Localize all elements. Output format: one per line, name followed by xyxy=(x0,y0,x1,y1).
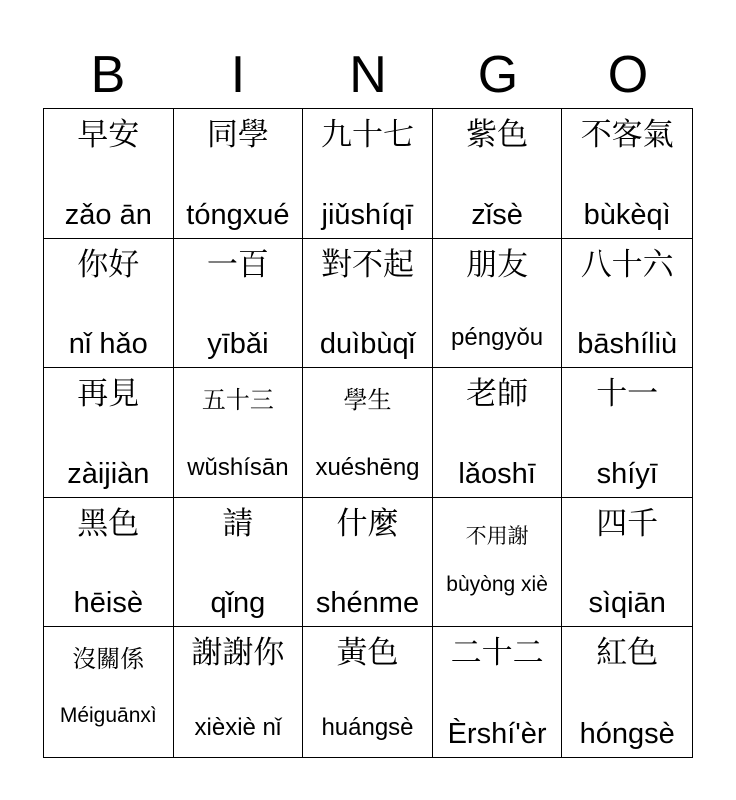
cell-pinyin: Méiguānxì xyxy=(59,704,157,727)
cell-hanzi: 九十七 xyxy=(320,117,414,153)
cell-pinyin: duìbùqǐ xyxy=(319,328,416,361)
cell-hanzi: 黃色 xyxy=(336,635,399,672)
bingo-cell[interactable] xyxy=(562,368,692,498)
header-letter-g: G xyxy=(477,46,519,104)
cell-pinyin: hēisè xyxy=(73,587,143,620)
cell-pinyin: zǐsè xyxy=(471,198,523,231)
cell-hanzi: 老師 xyxy=(466,376,529,413)
bingo-cell[interactable] xyxy=(562,109,692,239)
header-letter-n: N xyxy=(349,46,387,104)
bingo-cell[interactable] xyxy=(433,109,563,239)
cell-pinyin: huángsè xyxy=(321,714,414,741)
cell-pinyin: zàijiàn xyxy=(67,457,150,490)
cell-hanzi: 八十六 xyxy=(580,246,674,283)
cell-hanzi: 早安 xyxy=(77,117,140,153)
cell-hanzi: 什麼 xyxy=(336,505,399,542)
bingo-cell[interactable] xyxy=(44,109,174,239)
bingo-cell[interactable] xyxy=(303,368,433,498)
cell-hanzi: 一百 xyxy=(206,246,269,283)
bingo-cell[interactable] xyxy=(44,239,174,369)
bingo-header xyxy=(43,42,693,108)
cell-pinyin: xuéshēng xyxy=(315,453,420,481)
cell-pinyin: zǎo ān xyxy=(64,198,152,231)
cell-pinyin: xièxiè nǐ xyxy=(194,714,282,741)
header-letter-o: O xyxy=(607,46,649,104)
cell-hanzi: 黑色 xyxy=(77,505,140,542)
bingo-cell[interactable] xyxy=(562,239,692,369)
cell-pinyin: shénme xyxy=(315,587,420,620)
cell-hanzi: 沒關係 xyxy=(72,645,145,674)
cell-pinyin: sìqiān xyxy=(588,587,666,620)
bingo-board xyxy=(43,108,693,758)
cell-hanzi: 同學 xyxy=(206,117,269,153)
bingo-cell[interactable] xyxy=(433,498,563,628)
cell-hanzi: 再見 xyxy=(77,376,140,413)
bingo-cell[interactable] xyxy=(174,239,304,369)
cell-pinyin: bùkèqì xyxy=(583,198,671,231)
cell-hanzi: 對不起 xyxy=(320,246,414,283)
cell-pinyin: bùyòng xiè xyxy=(446,573,548,597)
cell-hanzi: 十一 xyxy=(596,376,659,413)
cell-hanzi: 不客氣 xyxy=(580,117,674,153)
bingo-cell[interactable] xyxy=(562,627,692,757)
cell-pinyin: yībǎi xyxy=(207,328,269,361)
bingo-cell[interactable] xyxy=(174,627,304,757)
cell-pinyin: Èrshí'èr xyxy=(447,718,547,750)
bingo-cell[interactable] xyxy=(174,368,304,498)
cell-pinyin: bāshíliù xyxy=(577,328,678,361)
cell-hanzi: 紫色 xyxy=(466,117,529,153)
cell-pinyin: shíyī xyxy=(596,457,658,490)
bingo-cell[interactable] xyxy=(562,498,692,628)
bingo-cell[interactable] xyxy=(303,109,433,239)
cell-hanzi: 謝謝你 xyxy=(191,635,285,672)
bingo-cell[interactable] xyxy=(433,627,563,757)
cell-pinyin: hóngsè xyxy=(579,718,675,750)
cell-hanzi: 五十三 xyxy=(201,386,274,415)
bingo-cell[interactable] xyxy=(303,498,433,628)
bingo-cell[interactable] xyxy=(174,498,304,628)
bingo-cell[interactable] xyxy=(303,239,433,369)
cell-pinyin: qǐng xyxy=(210,587,266,620)
cell-hanzi: 朋友 xyxy=(466,246,529,283)
bingo-cell[interactable] xyxy=(433,368,563,498)
bingo-cell[interactable] xyxy=(44,498,174,628)
cell-pinyin: wǔshísān xyxy=(187,453,289,481)
cell-hanzi: 不用謝 xyxy=(465,523,529,548)
cell-pinyin: lǎoshī xyxy=(458,457,536,490)
cell-pinyin: péngyǒu xyxy=(451,324,544,352)
bingo-cell[interactable] xyxy=(174,109,304,239)
cell-pinyin: jiǔshíqī xyxy=(321,198,414,231)
cell-hanzi: 二十二 xyxy=(450,635,544,672)
bingo-cell[interactable] xyxy=(44,368,174,498)
bingo-cell[interactable] xyxy=(44,627,174,757)
cell-hanzi: 學生 xyxy=(343,386,392,415)
header-letter-i: I xyxy=(230,46,246,104)
header-letter-b: B xyxy=(90,46,126,104)
cell-hanzi: 你好 xyxy=(77,246,140,283)
cell-hanzi: 請 xyxy=(222,505,254,542)
cell-hanzi: 紅色 xyxy=(596,635,659,672)
cell-hanzi: 四千 xyxy=(596,505,659,542)
bingo-cell[interactable] xyxy=(433,239,563,369)
cell-pinyin: nǐ hǎo xyxy=(68,328,148,361)
cell-pinyin: tóngxué xyxy=(186,198,290,231)
bingo-cell[interactable] xyxy=(303,627,433,757)
